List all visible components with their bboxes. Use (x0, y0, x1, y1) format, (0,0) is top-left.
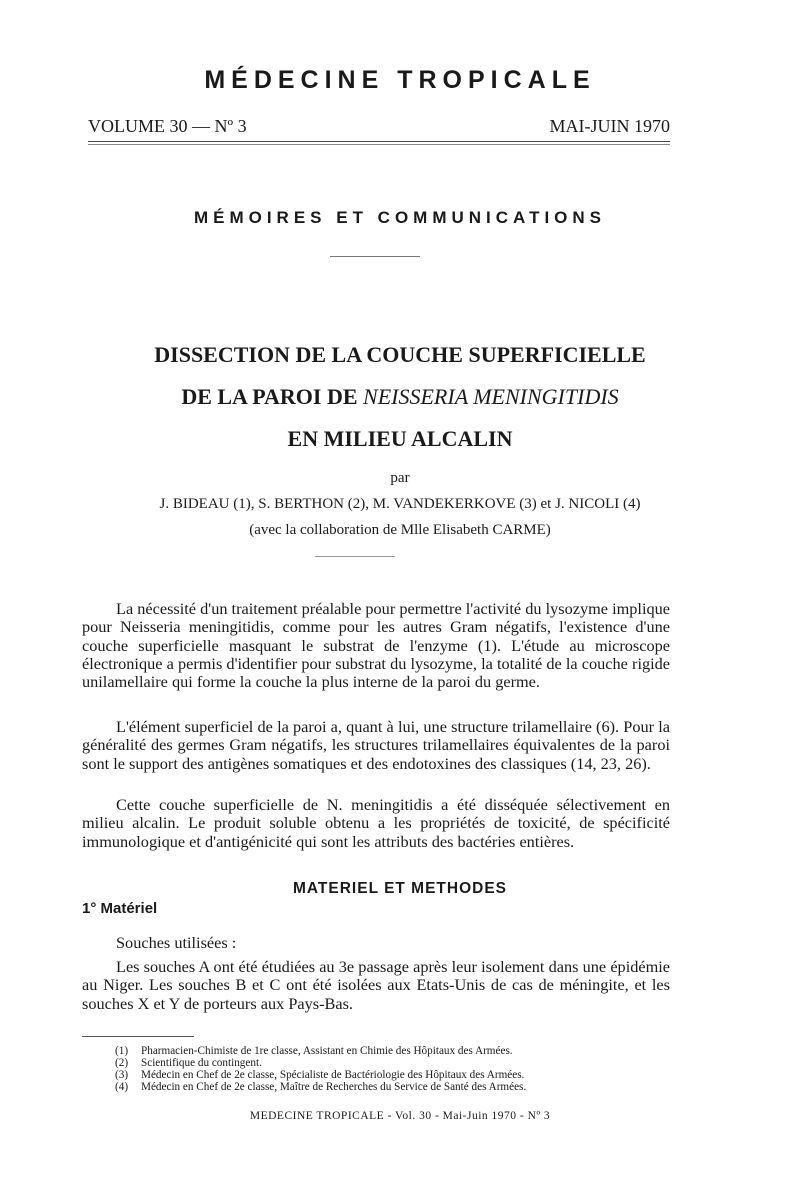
footnote-number: (3) (115, 1069, 129, 1081)
article-title-species: NEISSERIA MENINGITIDIS (363, 384, 619, 409)
footnote-rule (82, 1036, 194, 1037)
footnote-text: Médecin en Chef de 2e classe, Maître de Recherches du Service de Santé des Armées. (141, 1081, 527, 1093)
section-title: MÉMOIRES ET COMMUNICATIONS (193, 208, 607, 227)
footnote-3 (115, 1070, 524, 1082)
footnote-text: Scientifique du contingent. (141, 1057, 262, 1069)
footnote-text: Pharmacien-Chimiste de 1re classe, Assistant en Chimie des Hôpitaux des Armées. (141, 1045, 513, 1057)
page-footer: MEDECINE TROPICALE - Vol. 30 - Mai-Juin 1970 - Nº 3 (249, 1110, 551, 1122)
souches-paragraph: Les souches A ont été étudiées au 3e passage après leur isolement dans une épidémie au Niger. Les souches B et C ont été isolées aux Etats-Unis de cas de méningite, et les souches X et Y de porteurs aux Pays-Bas. (82, 957, 670, 1013)
byline-par: par (390, 470, 410, 486)
footnote-number: (2) (115, 1057, 129, 1069)
souches-label: Souches utilisées : (116, 933, 237, 952)
footnote-4 (115, 1082, 526, 1094)
intro-paragraph-2: L'élément superficiel de la paroi a, quant à lui, une structure trilamellaire (6). Pour la généralité des germes Gram négatifs, les structures trilamellaires équivalentes de la paroi sont le support des antigènes somatiques et des endotoxines des classiques (14, 23, 26). (82, 717, 670, 773)
issue-date: MAI-JUIN 1970 (549, 116, 670, 136)
methods-heading: MATERIEL ET METHODES (292, 880, 508, 897)
section-divider (330, 256, 420, 257)
footnote-number: (4) (115, 1081, 129, 1093)
author-list: J. BIDEAU (1), S. BERTHON (2), M. VANDEKERKOVE (3) et J. NICOLI (4) (159, 496, 641, 512)
journal-title: MÉDECINE TROPICALE (204, 66, 596, 94)
footnote-text: Médecin en Chef de 2e classe, Spécialiste de Bactériologie des Hôpitaux des Armées. (141, 1069, 525, 1081)
collaboration-note: (avec la collaboration de Mlle Elisabeth CARME) (249, 522, 551, 538)
volume-number: VOLUME 30 — Nº 3 (88, 116, 247, 136)
footnote-2 (115, 1058, 262, 1070)
intro-paragraph-1: La nécessité d'un traitement préalable pour permettre l'activité du lysozyme implique pour Neisseria meningitidis, comme pour les autres Gram négatifs, l'existence d'une couche superficielle masquant le substrat de l'enzyme (1). L'étude au microscope électronique a permis d'identifier pour substrat du lysozyme, la totalité de la couche rigide unilamellaire qui forme la couche la plus interne de la paroi du germe. (82, 599, 670, 692)
intro-paragraph-3: Cette couche superficielle de N. meningitidis a été disséquée sélectivement en milieu alcalin. Le produit soluble obtenu a les propriétés de toxicité, de spécificité immunologique et d'antigénicité qui sont les attributs des bactéries entières. (82, 795, 670, 851)
article-title-line2-prefix: DE LA PAROI DE (181, 384, 364, 409)
article-title-line2 (0, 384, 800, 410)
header-rule-bottom (88, 144, 670, 145)
footnote-1 (115, 1046, 513, 1058)
article-title-line3: EN MILIEU ALCALIN (287, 426, 513, 451)
materiel-subheading: 1° Matériel (82, 900, 158, 917)
article-title-line1: DISSECTION DE LA COUCHE SUPERFICIELLE (154, 342, 646, 367)
header-rule-top (88, 141, 670, 142)
author-divider (315, 556, 395, 557)
footnote-number: (1) (115, 1045, 129, 1057)
